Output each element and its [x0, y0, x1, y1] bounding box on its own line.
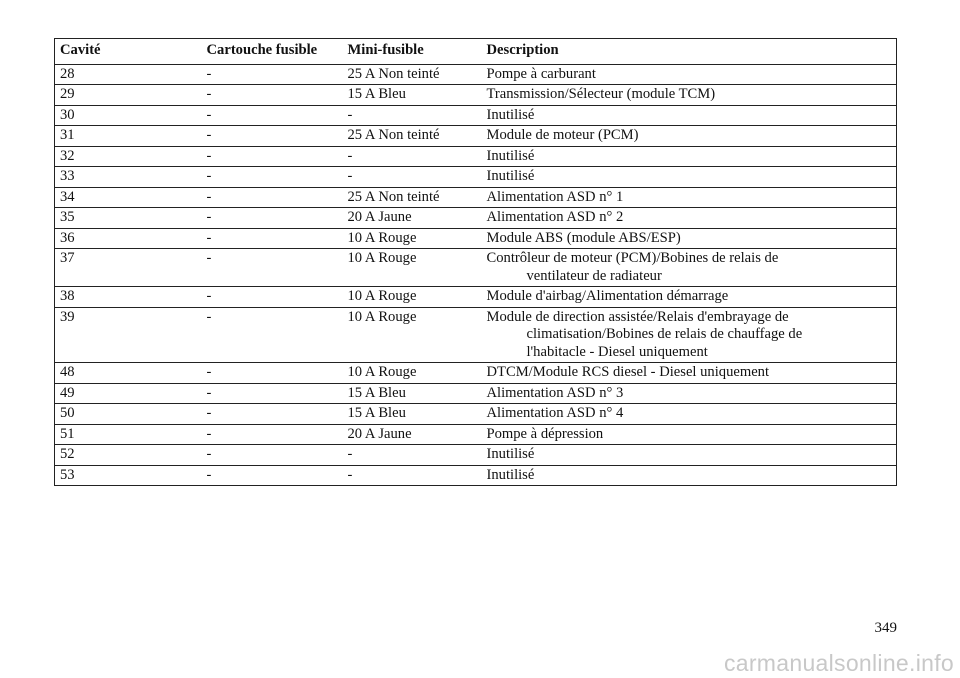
fuse-table	[54, 38, 897, 486]
description-line: Inutilisé	[486, 106, 535, 123]
cell-cavite: 34	[55, 187, 202, 208]
table-row	[55, 85, 897, 106]
table-row	[55, 146, 897, 167]
cell-cavite: 35	[55, 208, 202, 229]
cell-description	[482, 404, 897, 425]
cell-cartouche: -	[202, 465, 343, 486]
cell-mini-fusible: -	[343, 105, 482, 126]
description-line: Transmission/Sélecteur (module TCM)	[486, 86, 716, 102]
table-row	[55, 228, 897, 249]
description-line: Inutilisé	[486, 466, 535, 483]
cell-cartouche: -	[202, 126, 343, 147]
cell-description	[482, 187, 897, 208]
description-line: Alimentation ASD n° 3	[486, 384, 624, 401]
cell-description	[482, 64, 897, 85]
cell-cavite: 36	[55, 228, 202, 249]
description-line: climatisation/Bobines de relais de chauffage de	[526, 326, 803, 342]
description-line: Alimentation ASD n° 2	[486, 209, 624, 225]
cell-cartouche: -	[202, 363, 343, 384]
table-row	[55, 64, 897, 85]
description-line: Alimentation ASD n° 4	[486, 405, 624, 421]
description-line: Module d'airbag/Alimentation démarrage	[486, 288, 729, 304]
description-line: Alimentation ASD n° 1	[486, 188, 624, 205]
description-line: Inutilisé	[486, 168, 535, 184]
cell-mini-fusible: 10 A Rouge	[343, 363, 482, 384]
header-mini-fusible: Mini-fusible	[343, 39, 482, 65]
cell-cavite: 51	[55, 424, 202, 445]
cell-mini-fusible: 15 A Bleu	[343, 85, 482, 106]
description-line: Pompe à dépression	[486, 425, 604, 442]
table-row	[55, 424, 897, 445]
cell-description	[482, 287, 897, 308]
table-row	[55, 187, 897, 208]
cell-mini-fusible: 20 A Jaune	[343, 424, 482, 445]
cell-mini-fusible: -	[343, 445, 482, 466]
cell-cartouche: -	[202, 445, 343, 466]
description-line: Module de direction assistée/Relais d'embrayage de	[486, 308, 789, 325]
table-row	[55, 307, 897, 363]
description-line: Inutilisé	[486, 147, 535, 164]
cell-description	[482, 85, 897, 106]
cell-cartouche: -	[202, 307, 343, 363]
cell-mini-fusible: 10 A Rouge	[343, 249, 482, 287]
cell-cavite: 33	[55, 167, 202, 188]
description-line: DTCM/Module RCS diesel - Diesel uniquement	[486, 364, 770, 380]
description-line: Module de moteur (PCM)	[486, 127, 639, 143]
cell-cartouche: -	[202, 249, 343, 287]
table-row	[55, 465, 897, 486]
description-line: ventilateur de radiateur	[526, 267, 662, 284]
description-line: l'habitacle - Diesel uniquement	[526, 343, 708, 360]
cell-description	[482, 208, 897, 229]
cell-mini-fusible: 10 A Rouge	[343, 307, 482, 363]
cell-cartouche: -	[202, 64, 343, 85]
description-line: Module ABS (module ABS/ESP)	[486, 229, 681, 246]
header-cavite: Cavité	[55, 39, 202, 65]
cell-cartouche: -	[202, 287, 343, 308]
cell-cavite: 30	[55, 105, 202, 126]
cell-description	[482, 249, 897, 287]
cell-description	[482, 228, 897, 249]
cell-cartouche: -	[202, 105, 343, 126]
cell-mini-fusible: -	[343, 167, 482, 188]
cell-mini-fusible: -	[343, 146, 482, 167]
cell-cartouche: -	[202, 424, 343, 445]
table-body	[55, 64, 897, 486]
cell-cartouche: -	[202, 85, 343, 106]
cell-mini-fusible: 25 A Non teinté	[343, 126, 482, 147]
cell-cartouche: -	[202, 187, 343, 208]
cell-cavite: 50	[55, 404, 202, 425]
table-row	[55, 383, 897, 404]
cell-description	[482, 383, 897, 404]
cell-description	[482, 307, 897, 363]
table-row	[55, 126, 897, 147]
cell-cavite: 29	[55, 85, 202, 106]
description-line: Pompe à carburant	[486, 65, 596, 82]
cell-cavite: 28	[55, 64, 202, 85]
cell-mini-fusible: 15 A Bleu	[343, 383, 482, 404]
cell-cavite: 53	[55, 465, 202, 486]
cell-cavite: 38	[55, 287, 202, 308]
cell-mini-fusible: 25 A Non teinté	[343, 64, 482, 85]
table-row	[55, 445, 897, 466]
table-row	[55, 208, 897, 229]
cell-cavite: 39	[55, 307, 202, 363]
cell-description	[482, 363, 897, 384]
cell-cartouche: -	[202, 383, 343, 404]
cell-description	[482, 126, 897, 147]
description-line: Inutilisé	[486, 446, 535, 462]
header-description: Description	[482, 39, 897, 65]
cell-cavite: 31	[55, 126, 202, 147]
cell-description	[482, 146, 897, 167]
cell-cartouche: -	[202, 228, 343, 249]
cell-mini-fusible: 10 A Rouge	[343, 228, 482, 249]
cell-cavite: 52	[55, 445, 202, 466]
cell-cartouche: -	[202, 404, 343, 425]
table-row	[55, 105, 897, 126]
cell-description	[482, 167, 897, 188]
cell-mini-fusible: 25 A Non teinté	[343, 187, 482, 208]
cell-cavite: 37	[55, 249, 202, 287]
cell-description	[482, 445, 897, 466]
watermark: carmanualsonline.info	[723, 650, 954, 676]
description-line: Contrôleur de moteur (PCM)/Bobines de relais de	[486, 250, 779, 266]
header-cartouche: Cartouche fusible	[202, 39, 343, 65]
cell-cavite: 48	[55, 363, 202, 384]
cell-description	[482, 424, 897, 445]
cell-description	[482, 105, 897, 126]
cell-mini-fusible: 15 A Bleu	[343, 404, 482, 425]
cell-cartouche: -	[202, 208, 343, 229]
cell-cartouche: -	[202, 146, 343, 167]
table-row	[55, 167, 897, 188]
cell-mini-fusible: -	[343, 465, 482, 486]
cell-mini-fusible: 10 A Rouge	[343, 287, 482, 308]
cell-description	[482, 465, 897, 486]
cell-mini-fusible: 20 A Jaune	[343, 208, 482, 229]
table-row	[55, 363, 897, 384]
table-header-row	[55, 39, 897, 65]
table-row	[55, 287, 897, 308]
table-row	[55, 249, 897, 287]
cell-cavite: 32	[55, 146, 202, 167]
page-number: 349	[874, 620, 897, 636]
cell-cavite: 49	[55, 383, 202, 404]
cell-cartouche: -	[202, 167, 343, 188]
table-row	[55, 404, 897, 425]
